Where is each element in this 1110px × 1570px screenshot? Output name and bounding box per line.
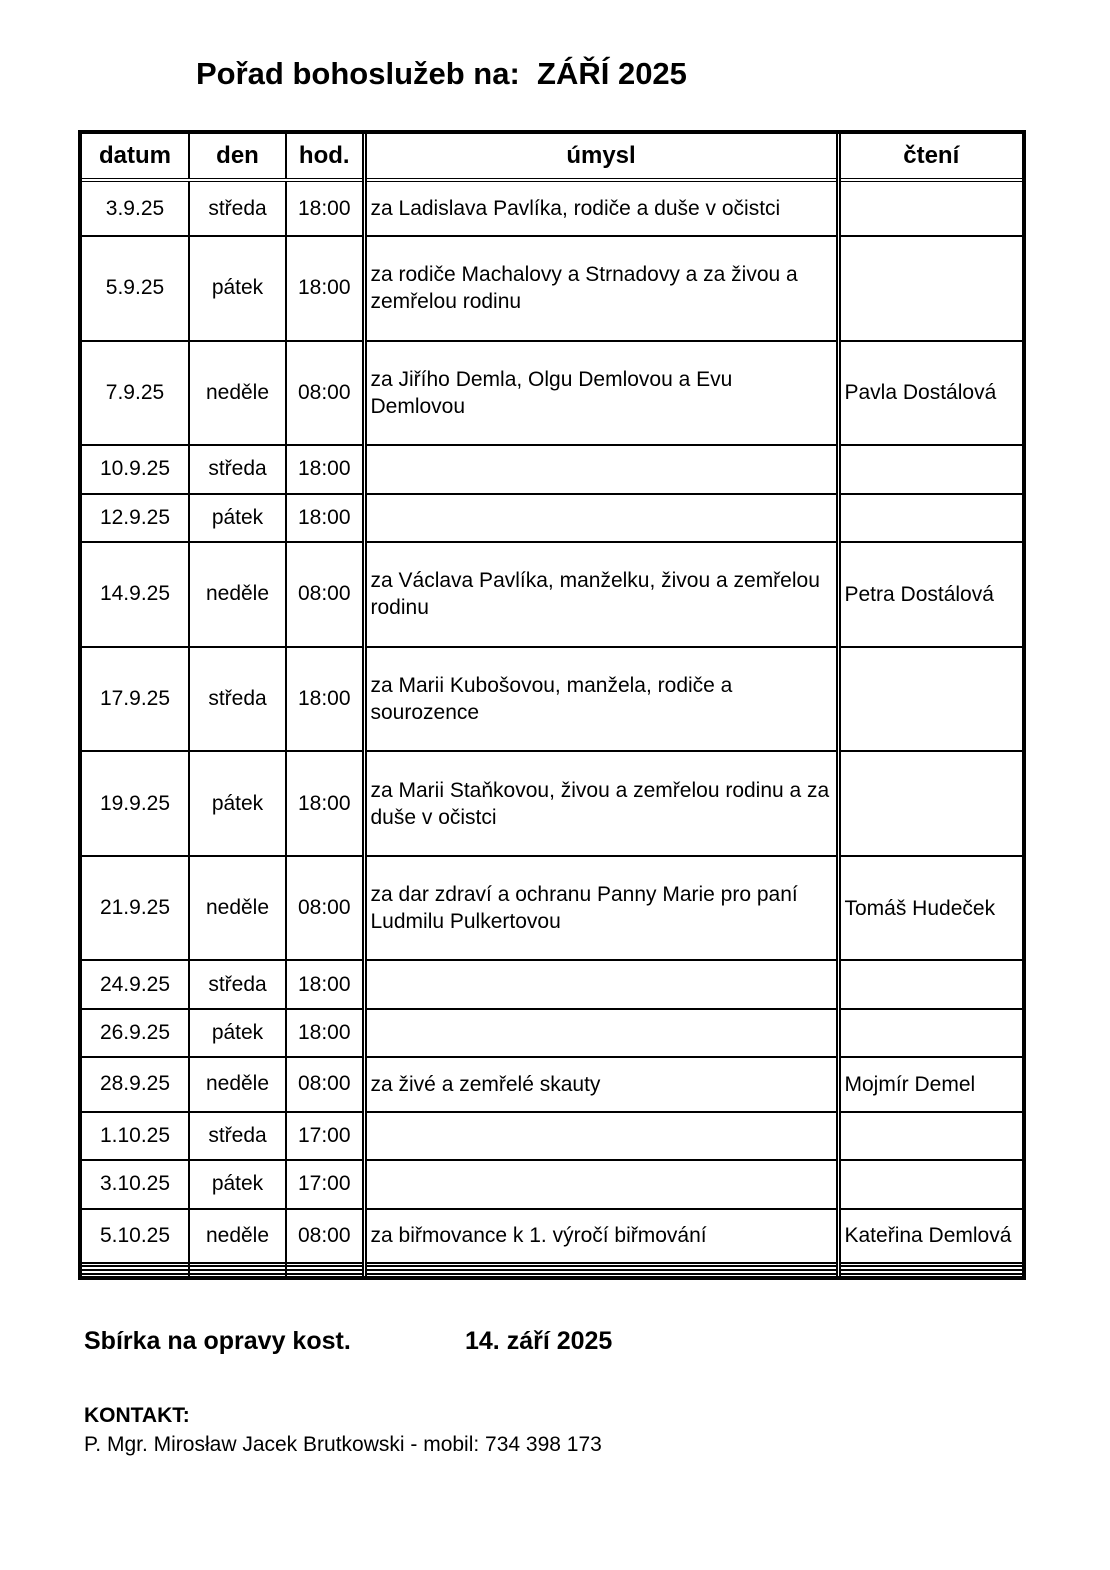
cell-datum: 14.9.25 <box>82 542 189 647</box>
cell-hod: 18:00 <box>286 1009 364 1058</box>
cell-cteni <box>838 1160 1022 1209</box>
cell-hod: 08:00 <box>286 1057 364 1111</box>
table-row <box>82 236 1022 341</box>
cell-datum: 24.9.25 <box>82 960 189 1009</box>
cell-cteni <box>838 494 1022 543</box>
cell-cteni <box>838 1112 1022 1161</box>
table-row <box>82 856 1022 961</box>
cell-hod: 08:00 <box>286 542 364 647</box>
cell-umysl: za Marii Kubošovou, manžela, rodiče a sourozence <box>364 647 838 752</box>
cell-datum: 28.9.25 <box>82 1057 189 1111</box>
cell-datum: 1.10.25 <box>82 1112 189 1161</box>
table-row <box>82 1057 1022 1111</box>
cell-cteni <box>838 1274 1022 1276</box>
cell-den: pátek <box>189 1009 286 1058</box>
contact-line: P. Mgr. Mirosław Jacek Brutkowski - mobil: 734 398 173 <box>84 1433 602 1456</box>
cell-den: pátek <box>189 751 286 856</box>
cell-den: středa <box>189 960 286 1009</box>
cell-umysl <box>364 1160 838 1209</box>
cell-datum: 5.9.25 <box>82 236 189 341</box>
cell-cteni <box>838 960 1022 1009</box>
table-header-row <box>82 134 1022 180</box>
cell-hod: 18:00 <box>286 445 364 494</box>
cell-hod: 08:00 <box>286 341 364 446</box>
cell-umysl <box>364 494 838 543</box>
table-row <box>82 445 1022 494</box>
cell-datum: 10.9.25 <box>82 445 189 494</box>
cell-den: neděle <box>189 542 286 647</box>
header-den: den <box>189 134 286 180</box>
cell-cteni: Mojmír Demel <box>838 1057 1022 1111</box>
cell-den: pátek <box>189 494 286 543</box>
cell-hod: 08:00 <box>286 1209 364 1263</box>
cell-umysl <box>364 1112 838 1161</box>
cell-umysl: za Václava Pavlíka, manželku, živou a zemřelou rodinu <box>364 542 838 647</box>
cell-hod: 18:00 <box>286 236 364 341</box>
table-row <box>82 751 1022 856</box>
table-row <box>82 1209 1022 1263</box>
cell-cteni <box>838 1009 1022 1058</box>
cell-hod: 18:00 <box>286 960 364 1009</box>
cell-hod: 18:00 <box>286 647 364 752</box>
cell-cteni: Kateřina Demlová <box>838 1209 1022 1263</box>
cell-datum <box>82 1274 189 1276</box>
cell-den: středa <box>189 1112 286 1161</box>
table-row <box>82 1112 1022 1161</box>
cell-den: neděle <box>189 341 286 446</box>
cell-datum: 7.9.25 <box>82 341 189 446</box>
cell-datum: 12.9.25 <box>82 494 189 543</box>
header-datum: datum <box>82 134 189 180</box>
cell-den: středa <box>189 647 286 752</box>
cell-datum: 5.10.25 <box>82 1209 189 1263</box>
cell-cteni <box>838 180 1022 236</box>
cell-den: pátek <box>189 1160 286 1209</box>
table-row <box>82 542 1022 647</box>
cell-cteni: Pavla Dostálová <box>838 341 1022 446</box>
cell-hod: 17:00 <box>286 1112 364 1161</box>
table-row <box>82 180 1022 236</box>
cell-hod: 18:00 <box>286 180 364 236</box>
cell-datum: 19.9.25 <box>82 751 189 856</box>
cell-datum: 3.9.25 <box>82 180 189 236</box>
cell-umysl <box>364 960 838 1009</box>
cell-datum: 3.10.25 <box>82 1160 189 1209</box>
cell-cteni <box>838 236 1022 341</box>
cell-umysl: za Ladislava Pavlíka, rodiče a duše v očistci <box>364 180 838 236</box>
cell-umysl: za Marii Staňkovou, živou a zemřelou rodinu a za duše v očistci <box>364 751 838 856</box>
contact-heading: KONTAKT: <box>84 1404 190 1427</box>
cell-datum: 26.9.25 <box>82 1009 189 1058</box>
table-row <box>82 1009 1022 1058</box>
header-cteni: čtení <box>838 134 1022 180</box>
cell-den: neděle <box>189 856 286 961</box>
cell-den: neděle <box>189 1209 286 1263</box>
cell-hod: 08:00 <box>286 856 364 961</box>
header-hod: hod. <box>286 134 364 180</box>
collection-label: Sbírka na opravy kost. <box>84 1327 351 1355</box>
cell-cteni <box>838 751 1022 856</box>
collection-date: 14. září 2025 <box>465 1327 613 1355</box>
table-row <box>82 960 1022 1009</box>
cell-hod <box>286 1274 364 1276</box>
cell-den <box>189 1274 286 1276</box>
cell-hod: 17:00 <box>286 1160 364 1209</box>
table-row <box>82 1274 1022 1276</box>
cell-datum: 17.9.25 <box>82 647 189 752</box>
cell-den: středa <box>189 180 286 236</box>
cell-den: pátek <box>189 236 286 341</box>
cell-cteni: Tomáš Hudeček <box>838 856 1022 961</box>
page-title: Pořad bohoslužeb na: ZÁŘÍ 2025 <box>196 56 687 91</box>
cell-umysl <box>364 445 838 494</box>
schedule-table <box>78 130 1026 1280</box>
cell-umysl: za Jiřího Demla, Olgu Demlovou a Evu Demlovou <box>364 341 838 446</box>
cell-hod: 18:00 <box>286 494 364 543</box>
table-row <box>82 1160 1022 1209</box>
cell-hod: 18:00 <box>286 751 364 856</box>
cell-umysl <box>364 1009 838 1058</box>
cell-umysl: za rodiče Machalovy a Strnadovy a za živou a zemřelou rodinu <box>364 236 838 341</box>
cell-umysl <box>364 1274 838 1276</box>
cell-cteni <box>838 445 1022 494</box>
cell-den: neděle <box>189 1057 286 1111</box>
header-umysl: úmysl <box>364 134 838 180</box>
cell-umysl: za dar zdraví a ochranu Panny Marie pro paní Ludmilu Pulkertovou <box>364 856 838 961</box>
cell-den: středa <box>189 445 286 494</box>
cell-cteni <box>838 647 1022 752</box>
table-row <box>82 341 1022 446</box>
cell-cteni: Petra Dostálová <box>838 542 1022 647</box>
cell-umysl: za biřmovance k 1. výročí biřmování <box>364 1209 838 1263</box>
table-row <box>82 647 1022 752</box>
cell-datum: 21.9.25 <box>82 856 189 961</box>
cell-umysl: za živé a zemřelé skauty <box>364 1057 838 1111</box>
table-row <box>82 494 1022 543</box>
